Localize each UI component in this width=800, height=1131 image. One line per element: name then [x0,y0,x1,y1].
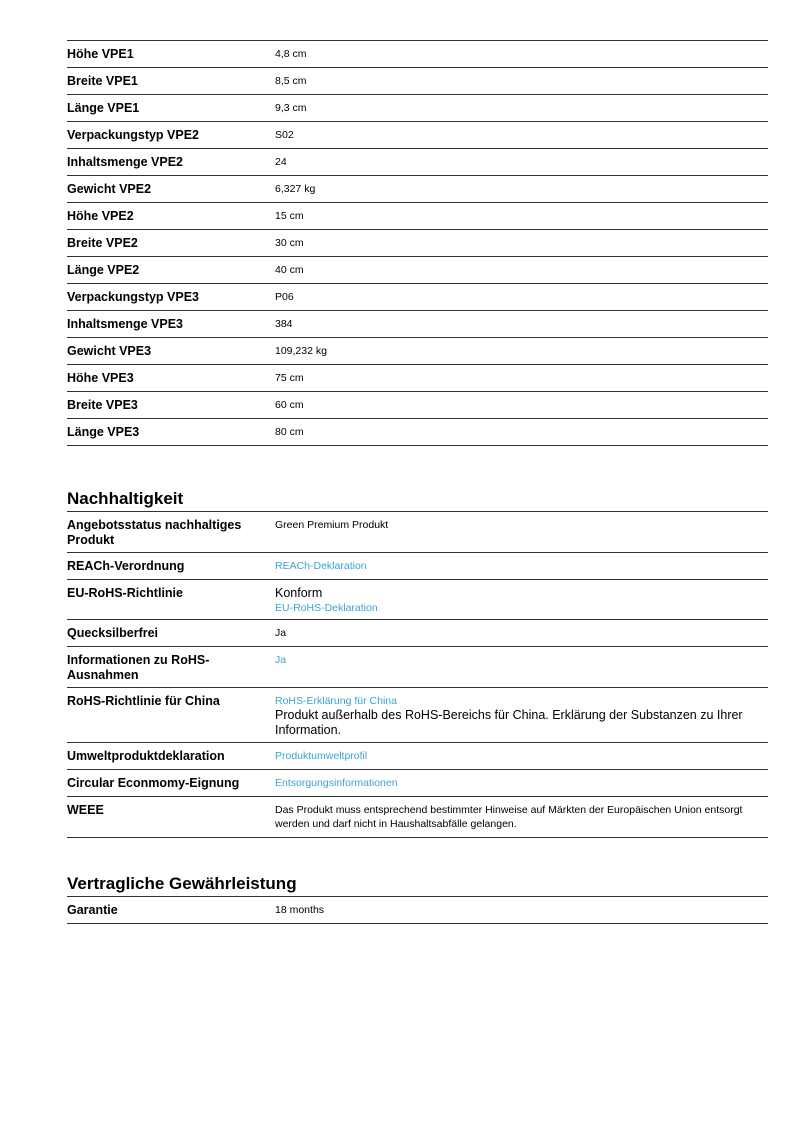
table-row [67,770,768,797]
row-value: Konform [275,586,323,600]
warranty-table [67,896,768,924]
table-row [67,149,768,176]
row-value: 9,3 cm [275,102,307,114]
row-value: 6,327 kg [275,183,316,195]
warranty-section [67,874,768,924]
row-label: Umweltproduktdeklaration [67,749,225,763]
table-row [67,257,768,284]
row-label: Gewicht VPE2 [67,182,152,196]
row-label: WEEE [67,803,104,817]
row-value: 30 cm [275,237,304,249]
row-label: Circular Econmomy-Eignung [67,776,240,790]
packaging-table [67,40,768,446]
row-value: 75 cm [275,372,304,384]
row-label: Inhaltsmenge VPE3 [67,317,184,331]
row-value: Green Premium Produkt [275,519,389,531]
rohs-exemptions-link[interactable]: Ja [275,654,287,666]
row-label: Quecksilberfrei [67,626,159,640]
table-row [67,897,768,924]
table-row [67,688,768,743]
row-label: Länge VPE2 [67,263,140,277]
disposal-info-link[interactable]: Entsorgungsinformationen [275,777,398,789]
row-value: 18 months [275,904,325,916]
table-row [67,647,768,688]
row-label: EU-RoHS-Richtlinie [67,586,183,600]
row-value: Produkt außerhalb des RoHS-Bereichs für China. Erklärung der Substanzen zu Ihrer Information. [275,708,743,737]
table-row [67,176,768,203]
row-value: 24 [275,156,287,168]
row-value: Ja [275,627,287,639]
reach-declaration-link[interactable]: REACh-Deklaration [275,560,367,572]
packaging-rows [67,40,768,446]
table-row [67,743,768,770]
row-value: S02 [275,129,294,141]
table-row [67,620,768,647]
table-row [67,68,768,95]
row-label: Höhe VPE2 [67,209,134,223]
table-row [67,580,768,620]
row-value: 40 cm [275,264,304,276]
row-value: 109,232 kg [275,345,327,357]
row-value: 15 cm [275,210,304,222]
row-label: Informationen zu RoHS-Ausnahmen [67,653,210,682]
row-label: Länge VPE1 [67,101,140,115]
row-value: 60 cm [275,399,304,411]
table-row [67,230,768,257]
eu-rohs-declaration-link[interactable]: EU-RoHS-Deklaration [275,602,378,614]
warranty-title: Vertragliche Gewährleistung [67,874,297,893]
row-label: Gewicht VPE3 [67,344,152,358]
table-row [67,365,768,392]
table-row [67,95,768,122]
row-value: P06 [275,291,294,303]
row-value: Das Produkt muss entsprechend bestimmter Hinweise auf Märkten der Europäischen Union entsorgt werden und darf nicht in Haushaltsabfälle gelangen. [275,804,743,830]
row-label: Höhe VPE1 [67,47,134,61]
table-row [67,203,768,230]
row-label: Breite VPE3 [67,398,138,412]
row-value: 80 cm [275,426,304,438]
row-label: Angebotsstatus nachhaltiges Produkt [67,518,242,547]
rohs-china-link[interactable]: RoHS-Erklärung für China [275,695,397,707]
row-label: Höhe VPE3 [67,371,134,385]
table-row [67,419,768,446]
sustainability-section [67,489,768,838]
table-row [67,553,768,580]
row-value: 8,5 cm [275,75,307,87]
row-label: Garantie [67,903,118,917]
row-label: Verpackungstyp VPE3 [67,290,200,304]
table-row [67,797,768,838]
row-label: Länge VPE3 [67,425,140,439]
row-label: Inhaltsmenge VPE2 [67,155,184,169]
table-row [67,122,768,149]
table-row [67,392,768,419]
sustainability-title: Nachhaltigkeit [67,489,184,508]
sustainability-table [67,511,768,838]
environment-profile-link[interactable]: Produktumweltprofil [275,750,368,762]
row-label: RoHS-Richtlinie für China [67,694,220,708]
table-row [67,284,768,311]
table-row [67,311,768,338]
row-label: Verpackungstyp VPE2 [67,128,200,142]
table-row [67,338,768,365]
row-label: Breite VPE2 [67,236,138,250]
table-row [67,41,768,68]
row-value: 4,8 cm [275,48,307,60]
row-value: 384 [275,318,293,330]
row-label: REACh-Verordnung [67,559,185,573]
table-row [67,512,768,553]
row-label: Breite VPE1 [67,74,138,88]
